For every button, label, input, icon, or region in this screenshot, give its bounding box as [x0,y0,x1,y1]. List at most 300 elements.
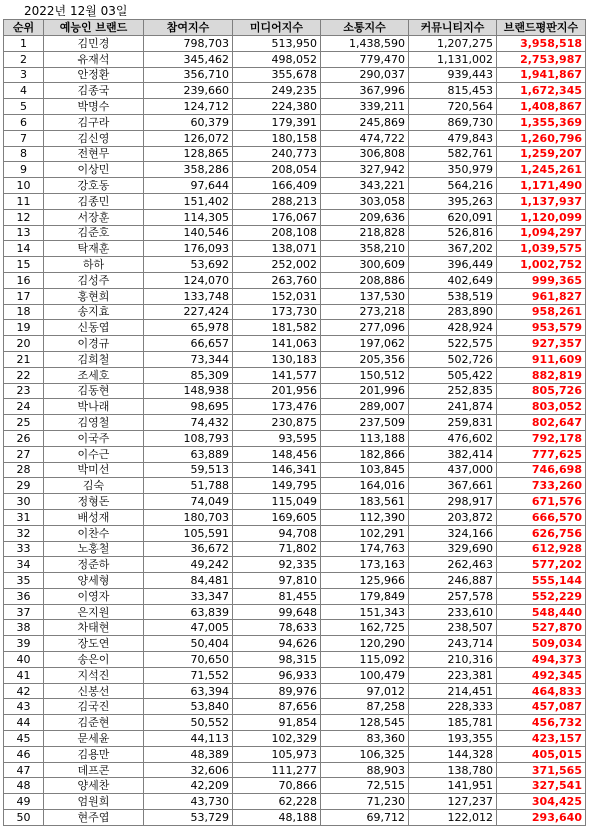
media-index-cell: 208,054 [233,162,321,178]
communication-index-cell: 69,712 [321,810,409,826]
brand-name-cell: 김종국 [44,83,144,99]
rank-cell: 17 [4,288,44,304]
rank-cell: 6 [4,114,44,130]
reputation-index-cell: 792,178 [497,430,586,446]
media-index-cell: 230,875 [233,415,321,431]
participation-index-cell: 42,209 [144,778,233,794]
community-index-cell: 210,316 [409,652,497,668]
rank-cell: 32 [4,525,44,541]
communication-index-cell: 164,016 [321,478,409,494]
reputation-index-cell: 464,833 [497,683,586,699]
participation-index-cell: 50,552 [144,715,233,731]
communication-index-cell: 120,290 [321,636,409,652]
community-index-cell: 538,519 [409,288,497,304]
table-row [4,225,586,241]
community-index-cell: 522,575 [409,336,497,352]
participation-index-cell: 126,072 [144,130,233,146]
table-row [4,525,586,541]
community-index-cell: 526,816 [409,225,497,241]
media-index-cell: 98,315 [233,652,321,668]
participation-index-cell: 70,650 [144,652,233,668]
community-index-cell: 324,166 [409,525,497,541]
table-row [4,778,586,794]
communication-index-cell: 300,609 [321,257,409,273]
brand-name-cell: 박명수 [44,99,144,115]
participation-index-cell: 140,546 [144,225,233,241]
media-index-cell: 138,071 [233,241,321,257]
brand-name-cell: 김민경 [44,36,144,52]
table-row [4,241,586,257]
community-index-cell: 620,091 [409,209,497,225]
table-row [4,130,586,146]
community-index-cell: 1,207,275 [409,36,497,52]
rank-cell: 33 [4,541,44,557]
reputation-index-cell: 1,355,369 [497,114,586,130]
communication-index-cell: 87,258 [321,699,409,715]
brand-name-cell: 은지원 [44,604,144,620]
rank-cell: 39 [4,636,44,652]
community-index-cell: 395,263 [409,193,497,209]
community-index-cell: 396,449 [409,257,497,273]
participation-index-cell: 356,710 [144,67,233,83]
table-row [4,715,586,731]
community-index-cell: 479,843 [409,130,497,146]
communication-index-cell: 113,188 [321,430,409,446]
brand-name-cell: 이국주 [44,430,144,446]
media-index-cell: 111,277 [233,762,321,778]
media-index-cell: 89,976 [233,683,321,699]
media-index-cell: 97,810 [233,573,321,589]
media-index-cell: 498,052 [233,51,321,67]
communication-index-cell: 115,092 [321,652,409,668]
rank-cell: 1 [4,36,44,52]
reputation-index-cell: 1,245,261 [497,162,586,178]
brand-name-cell: 김준호 [44,225,144,241]
rank-cell: 2 [4,51,44,67]
reputation-index-cell: 958,261 [497,304,586,320]
media-index-cell: 252,002 [233,257,321,273]
reputation-index-cell: 423,157 [497,731,586,747]
community-index-cell: 228,333 [409,699,497,715]
community-index-cell: 582,761 [409,146,497,162]
table-row [4,67,586,83]
communication-index-cell: 474,722 [321,130,409,146]
participation-index-cell: 358,286 [144,162,233,178]
col-communication-header: 소통지수 [321,20,409,36]
rank-cell: 31 [4,509,44,525]
communication-index-cell: 273,218 [321,304,409,320]
community-index-cell: 185,781 [409,715,497,731]
table-row [4,288,586,304]
reputation-index-cell: 552,229 [497,588,586,604]
brand-name-cell: 하하 [44,257,144,273]
rank-cell: 12 [4,209,44,225]
participation-index-cell: 36,672 [144,541,233,557]
participation-index-cell: 53,729 [144,810,233,826]
community-index-cell: 815,453 [409,83,497,99]
community-index-cell: 141,951 [409,778,497,794]
reputation-index-cell: 911,609 [497,351,586,367]
rank-cell: 34 [4,557,44,573]
community-index-cell: 262,463 [409,557,497,573]
community-index-cell: 437,000 [409,462,497,478]
media-index-cell: 94,708 [233,525,321,541]
community-index-cell: 367,661 [409,478,497,494]
media-index-cell: 201,956 [233,383,321,399]
table-row [4,478,586,494]
communication-index-cell: 179,849 [321,588,409,604]
brand-name-cell: 이경규 [44,336,144,352]
rank-cell: 14 [4,241,44,257]
communication-index-cell: 112,390 [321,509,409,525]
community-index-cell: 252,835 [409,383,497,399]
media-index-cell: 149,795 [233,478,321,494]
communication-index-cell: 237,509 [321,415,409,431]
reputation-index-cell: 746,698 [497,462,586,478]
table-row [4,146,586,162]
table-row [4,494,586,510]
brand-name-cell: 양세형 [44,573,144,589]
brand-name-cell: 이영자 [44,588,144,604]
brand-name-cell: 신봉선 [44,683,144,699]
brand-name-cell: 김신영 [44,130,144,146]
communication-index-cell: 303,058 [321,193,409,209]
participation-index-cell: 32,606 [144,762,233,778]
rank-cell: 36 [4,588,44,604]
community-index-cell: 257,578 [409,588,497,604]
reputation-index-cell: 1,002,752 [497,257,586,273]
reputation-index-cell: 527,870 [497,620,586,636]
brand-name-cell: 안정환 [44,67,144,83]
community-index-cell: 122,012 [409,810,497,826]
participation-index-cell: 59,513 [144,462,233,478]
participation-index-cell: 798,703 [144,36,233,52]
reputation-index-cell: 803,052 [497,399,586,415]
community-index-cell: 259,831 [409,415,497,431]
rank-cell: 7 [4,130,44,146]
table-row [4,731,586,747]
brand-name-cell: 문세윤 [44,731,144,747]
table-row [4,683,586,699]
table-row [4,415,586,431]
reputation-index-cell: 777,625 [497,446,586,462]
brand-name-cell: 탁재훈 [44,241,144,257]
table-row [4,430,586,446]
rank-cell: 20 [4,336,44,352]
table-row [4,652,586,668]
brand-name-cell: 지석진 [44,667,144,683]
community-index-cell: 402,649 [409,272,497,288]
reputation-index-cell: 494,373 [497,652,586,668]
reputation-index-cell: 456,732 [497,715,586,731]
brand-name-cell: 김종민 [44,193,144,209]
table-row [4,209,586,225]
table-row [4,320,586,336]
participation-index-cell: 66,657 [144,336,233,352]
media-index-cell: 180,158 [233,130,321,146]
brand-name-cell: 배성재 [44,509,144,525]
reputation-index-cell: 612,928 [497,541,586,557]
communication-index-cell: 290,037 [321,67,409,83]
table-row [4,351,586,367]
rank-cell: 45 [4,731,44,747]
brand-name-cell: 현주엽 [44,810,144,826]
community-index-cell: 476,602 [409,430,497,446]
participation-index-cell: 43,730 [144,794,233,810]
rank-cell: 40 [4,652,44,668]
media-index-cell: 102,329 [233,731,321,747]
communication-index-cell: 327,942 [321,162,409,178]
brand-name-cell: 김용만 [44,746,144,762]
communication-index-cell: 205,356 [321,351,409,367]
reputation-index-cell: 1,941,867 [497,67,586,83]
community-index-cell: 127,237 [409,794,497,810]
reputation-index-cell: 927,357 [497,336,586,352]
media-index-cell: 173,476 [233,399,321,415]
reputation-index-cell: 1,260,796 [497,130,586,146]
participation-index-cell: 180,703 [144,509,233,525]
community-index-cell: 428,924 [409,320,497,336]
brand-reputation-table [3,19,586,826]
community-index-cell: 233,610 [409,604,497,620]
rank-cell: 4 [4,83,44,99]
media-index-cell: 249,235 [233,83,321,99]
participation-index-cell: 133,748 [144,288,233,304]
community-index-cell: 869,730 [409,114,497,130]
table-row [4,83,586,99]
media-index-cell: 148,456 [233,446,321,462]
brand-name-cell: 강호동 [44,178,144,194]
table-row [4,193,586,209]
communication-index-cell: 125,966 [321,573,409,589]
brand-name-cell: 정준하 [44,557,144,573]
brand-name-cell: 김희철 [44,351,144,367]
media-index-cell: 70,866 [233,778,321,794]
community-index-cell: 283,890 [409,304,497,320]
communication-index-cell: 201,996 [321,383,409,399]
media-index-cell: 87,656 [233,699,321,715]
participation-index-cell: 74,049 [144,494,233,510]
rank-cell: 41 [4,667,44,683]
participation-index-cell: 84,481 [144,573,233,589]
community-index-cell: 138,780 [409,762,497,778]
brand-name-cell: 김동현 [44,383,144,399]
media-index-cell: 240,773 [233,146,321,162]
reputation-index-cell: 293,640 [497,810,586,826]
media-index-cell: 93,595 [233,430,321,446]
media-index-cell: 130,183 [233,351,321,367]
rank-cell: 27 [4,446,44,462]
participation-index-cell: 63,889 [144,446,233,462]
table-row [4,620,586,636]
table-row [4,810,586,826]
table-row [4,636,586,652]
reputation-index-cell: 304,425 [497,794,586,810]
media-index-cell: 141,063 [233,336,321,352]
community-index-cell: 939,443 [409,67,497,83]
media-index-cell: 71,802 [233,541,321,557]
table-row [4,383,586,399]
rank-cell: 23 [4,383,44,399]
rank-cell: 50 [4,810,44,826]
rank-cell: 3 [4,67,44,83]
community-index-cell: 203,872 [409,509,497,525]
community-index-cell: 241,874 [409,399,497,415]
brand-name-cell: 데프콘 [44,762,144,778]
communication-index-cell: 137,530 [321,288,409,304]
rank-cell: 28 [4,462,44,478]
media-index-cell: 152,031 [233,288,321,304]
table-row [4,541,586,557]
participation-index-cell: 98,695 [144,399,233,415]
brand-name-cell: 홍현희 [44,288,144,304]
table-row [4,99,586,115]
table-row [4,399,586,415]
rank-cell: 16 [4,272,44,288]
table-row [4,162,586,178]
media-index-cell: 115,049 [233,494,321,510]
reputation-index-cell: 882,819 [497,367,586,383]
brand-name-cell: 장도연 [44,636,144,652]
participation-index-cell: 114,305 [144,209,233,225]
brand-name-cell: 엄원희 [44,794,144,810]
communication-index-cell: 277,096 [321,320,409,336]
communication-index-cell: 102,291 [321,525,409,541]
community-index-cell: 505,422 [409,367,497,383]
media-index-cell: 81,455 [233,588,321,604]
communication-index-cell: 103,845 [321,462,409,478]
brand-name-cell: 이상민 [44,162,144,178]
rank-cell: 10 [4,178,44,194]
rank-cell: 49 [4,794,44,810]
rank-cell: 25 [4,415,44,431]
rank-cell: 15 [4,257,44,273]
reputation-index-cell: 1,672,345 [497,83,586,99]
table-row [4,762,586,778]
col-participation-header: 참여지수 [144,20,233,36]
community-index-cell: 246,887 [409,573,497,589]
brand-name-cell: 이수근 [44,446,144,462]
media-index-cell: 78,633 [233,620,321,636]
rank-cell: 18 [4,304,44,320]
communication-index-cell: 128,545 [321,715,409,731]
rank-cell: 22 [4,367,44,383]
participation-index-cell: 33,347 [144,588,233,604]
rank-cell: 8 [4,146,44,162]
rank-cell: 21 [4,351,44,367]
reputation-index-cell: 1,408,867 [497,99,586,115]
participation-index-cell: 53,840 [144,699,233,715]
table-row [4,336,586,352]
communication-index-cell: 150,512 [321,367,409,383]
community-index-cell: 382,414 [409,446,497,462]
reputation-index-cell: 666,570 [497,509,586,525]
reputation-index-cell: 548,440 [497,604,586,620]
media-index-cell: 105,973 [233,746,321,762]
date-caption: 2022년 12월 03일 [24,4,128,18]
media-index-cell: 176,067 [233,209,321,225]
communication-index-cell: 339,211 [321,99,409,115]
reputation-index-cell: 371,565 [497,762,586,778]
communication-index-cell: 97,012 [321,683,409,699]
table-row [4,509,586,525]
reputation-index-cell: 327,541 [497,778,586,794]
table-row [4,557,586,573]
rank-cell: 26 [4,430,44,446]
reputation-index-cell: 1,137,937 [497,193,586,209]
participation-index-cell: 345,462 [144,51,233,67]
table-row [4,604,586,620]
participation-index-cell: 65,978 [144,320,233,336]
reputation-index-cell: 1,039,575 [497,241,586,257]
media-index-cell: 166,409 [233,178,321,194]
brand-name-cell: 정형돈 [44,494,144,510]
brand-name-cell: 송지효 [44,304,144,320]
communication-index-cell: 306,808 [321,146,409,162]
brand-name-cell: 양세찬 [44,778,144,794]
col-reputation-header: 브랜드평판지수 [497,20,586,36]
brand-name-cell: 신동엽 [44,320,144,336]
media-index-cell: 513,950 [233,36,321,52]
table-row [4,667,586,683]
col-media-header: 미디어지수 [233,20,321,36]
media-index-cell: 179,391 [233,114,321,130]
media-index-cell: 208,108 [233,225,321,241]
reputation-index-cell: 999,365 [497,272,586,288]
community-index-cell: 720,564 [409,99,497,115]
community-index-cell: 350,979 [409,162,497,178]
participation-index-cell: 176,093 [144,241,233,257]
brand-name-cell: 박나래 [44,399,144,415]
media-index-cell: 99,648 [233,604,321,620]
brand-name-cell: 송은이 [44,652,144,668]
reputation-index-cell: 671,576 [497,494,586,510]
table-row [4,272,586,288]
reputation-index-cell: 457,087 [497,699,586,715]
brand-name-cell: 이찬수 [44,525,144,541]
community-index-cell: 367,202 [409,241,497,257]
communication-index-cell: 174,763 [321,541,409,557]
media-index-cell: 94,626 [233,636,321,652]
media-index-cell: 146,341 [233,462,321,478]
community-index-cell: 564,216 [409,178,497,194]
brand-name-cell: 김국진 [44,699,144,715]
table-row [4,304,586,320]
media-index-cell: 91,854 [233,715,321,731]
media-index-cell: 181,582 [233,320,321,336]
communication-index-cell: 151,343 [321,604,409,620]
participation-index-cell: 51,788 [144,478,233,494]
participation-index-cell: 49,242 [144,557,233,573]
brand-name-cell: 서장훈 [44,209,144,225]
communication-index-cell: 289,007 [321,399,409,415]
media-index-cell: 224,380 [233,99,321,115]
table-row [4,699,586,715]
communication-index-cell: 182,866 [321,446,409,462]
media-index-cell: 62,228 [233,794,321,810]
participation-index-cell: 239,660 [144,83,233,99]
communication-index-cell: 173,163 [321,557,409,573]
rank-cell: 29 [4,478,44,494]
media-index-cell: 288,213 [233,193,321,209]
reputation-index-cell: 3,958,518 [497,36,586,52]
reputation-index-cell: 2,753,987 [497,51,586,67]
communication-index-cell: 218,828 [321,225,409,241]
brand-name-cell: 김영철 [44,415,144,431]
communication-index-cell: 343,221 [321,178,409,194]
reputation-index-cell: 802,647 [497,415,586,431]
reputation-index-cell: 733,260 [497,478,586,494]
